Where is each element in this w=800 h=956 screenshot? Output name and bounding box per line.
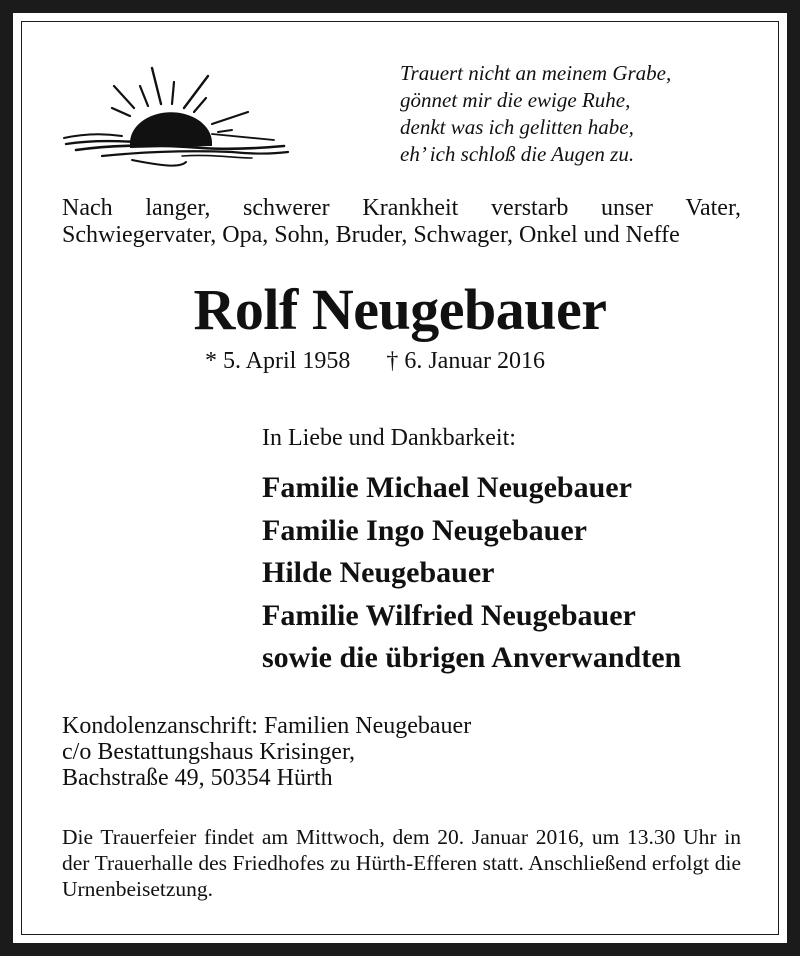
address-line: c/o Bestattungshaus Krisinger, xyxy=(62,739,355,765)
mourner-name: Familie Ingo Neugebauer xyxy=(262,513,587,547)
ceremony-notice: Die Trauerfeier findet am Mittwoch, dem 20. Januar 2016, um 13.30 Uhr in der Trauerhalle des Friedhofes zu Hürth-Efferen statt. Anschließend erfolgt die Urnenbeisetzung. xyxy=(62,825,741,901)
poem xyxy=(400,60,671,168)
deceased-name: Rolf Neugebauer xyxy=(193,277,607,342)
address-line: Bachstraße 49, 50354 Hürth xyxy=(62,765,333,791)
life-dates xyxy=(205,346,545,376)
address-line: Kondolenzanschrift: Familien Neugebauer xyxy=(62,713,472,739)
mourners-heading: In Liebe und Dankbarkeit: xyxy=(262,425,516,451)
mourner-name: Familie Wilfried Neugebauer xyxy=(262,598,636,632)
mourner-name: sowie die übrigen Anverwandten xyxy=(262,641,682,674)
intro-text: Nach langer, schwerer Krankheit verstarb unser Vater, Schwiegervater, Opa, Sohn, Bruder, Schwager, Onkel und Neffe xyxy=(62,195,741,248)
death-date: † 6. Januar 2016 xyxy=(386,348,545,374)
mourner-name: Hilde Neugebauer xyxy=(262,556,495,589)
poem-line: denkt was ich gelitten habe, xyxy=(400,115,634,139)
sunset-icon xyxy=(62,62,292,174)
poem-line: gönnet mir die ewige Ruhe, xyxy=(400,88,631,112)
poem-line: eh’ ich schloß die Augen zu. xyxy=(400,142,635,166)
birth-date: * 5. April 1958 xyxy=(205,348,351,374)
poem-line: Trauert nicht an meinem Grabe, xyxy=(400,61,672,85)
condolence-address xyxy=(62,713,471,791)
mourner-name: Familie Michael Neugebauer xyxy=(262,471,632,504)
mourners-list xyxy=(262,467,681,680)
